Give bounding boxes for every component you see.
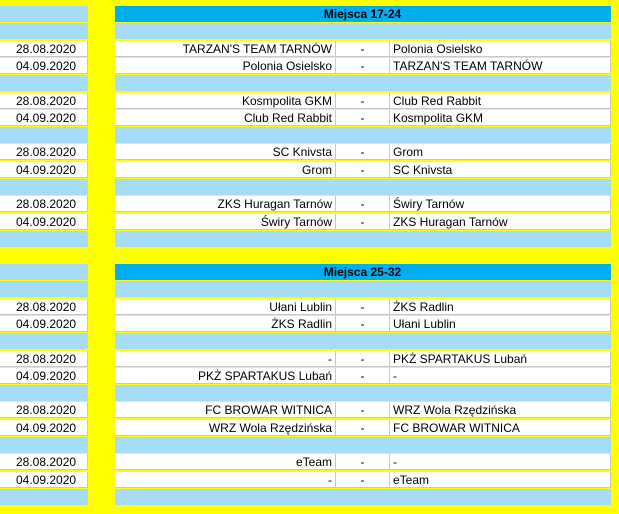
gap-cell [88, 264, 115, 280]
match-date-cell[interactable]: 04.09.2020 [0, 162, 88, 178]
spacer-cell[interactable] [115, 281, 336, 297]
gap-cell [88, 299, 115, 315]
gap-cell [88, 368, 115, 384]
match-date-cell[interactable]: 04.09.2020 [0, 316, 88, 332]
spacer-row [0, 489, 619, 506]
spacer-cell[interactable] [390, 127, 611, 143]
spacer-cell[interactable] [115, 437, 336, 453]
match-row [0, 316, 619, 333]
match-row [0, 214, 619, 231]
match-date-cell[interactable]: 28.08.2020 [0, 351, 88, 367]
match-date-cell[interactable]: 28.08.2020 [0, 196, 88, 212]
separator-cell[interactable]: - [336, 472, 390, 488]
home-team-cell[interactable]: PKŻ SPARTAKUS Lubań [115, 368, 336, 384]
match-date-cell[interactable]: 28.08.2020 [0, 299, 88, 315]
spacer-cell[interactable] [0, 75, 88, 91]
away-team-cell[interactable]: SC Knivsta [390, 162, 611, 178]
spacer-cell[interactable] [390, 231, 611, 247]
home-team-cell[interactable]: Świry Tarnów [115, 214, 336, 230]
separator-cell[interactable]: - [336, 110, 390, 126]
home-team-cell[interactable]: FC BROWAR WITNICA [115, 402, 336, 418]
gap-cell [88, 402, 115, 418]
spacer-row [0, 281, 619, 298]
match-row [0, 351, 619, 368]
home-team-cell[interactable]: ŻKS Radlin [115, 316, 336, 332]
match-date-cell[interactable]: 28.08.2020 [0, 402, 88, 418]
gap-cell [88, 385, 115, 401]
gap-cell [88, 93, 115, 109]
spacer-row [0, 231, 619, 248]
match-row [0, 472, 619, 489]
home-team-cell[interactable]: SC Knivsta [115, 144, 336, 160]
match-date-cell[interactable]: 28.08.2020 [0, 41, 88, 57]
gap-cell [88, 214, 115, 230]
spacer-row [0, 23, 619, 40]
gap-cell [88, 231, 115, 247]
separator-cell[interactable]: - [336, 368, 390, 384]
match-date-cell[interactable]: 04.09.2020 [0, 368, 88, 384]
separator-cell[interactable]: - [336, 144, 390, 160]
gap-cell [88, 281, 115, 297]
match-row [0, 162, 619, 179]
spacer-cell[interactable] [115, 333, 336, 349]
gap-cell [88, 333, 115, 349]
spacer-cell[interactable] [390, 179, 611, 195]
spacer-cell[interactable] [336, 385, 390, 401]
header-date-cell[interactable] [0, 6, 88, 22]
spacer-cell[interactable] [390, 75, 611, 91]
spacer-cell[interactable] [0, 385, 88, 401]
away-team-cell[interactable]: PKŻ SPARTAKUS Lubań [390, 351, 611, 367]
separator-cell[interactable]: - [336, 420, 390, 436]
spacer-cell[interactable] [115, 127, 336, 143]
spacer-cell[interactable] [390, 489, 611, 505]
spacer-cell[interactable] [390, 385, 611, 401]
away-team-cell[interactable]: Club Red Rabbit [390, 93, 611, 109]
spacer-cell[interactable] [336, 231, 390, 247]
away-team-cell[interactable]: eTeam [390, 472, 611, 488]
away-team-cell[interactable]: Kosmpolita GKM [390, 110, 611, 126]
spacer-cell[interactable] [0, 179, 88, 195]
gap-cell [88, 316, 115, 332]
spacer-cell[interactable] [0, 437, 88, 453]
separator-cell[interactable]: - [336, 41, 390, 57]
separator-cell[interactable]: - [336, 351, 390, 367]
gap-cell [88, 127, 115, 143]
separator-cell[interactable]: - [336, 196, 390, 212]
spacer-cell[interactable] [0, 281, 88, 297]
spacer-row [0, 437, 619, 454]
match-row [0, 454, 619, 471]
spacer-cell[interactable] [115, 489, 336, 505]
gap-cell [88, 75, 115, 91]
spacer-row [0, 385, 619, 402]
gap-cell [88, 144, 115, 160]
gap-cell [88, 58, 115, 74]
match-row [0, 368, 619, 385]
gap-cell [88, 6, 115, 22]
spacer-cell[interactable] [390, 23, 611, 39]
spacer-cell[interactable] [336, 333, 390, 349]
spacer-cell[interactable] [390, 281, 611, 297]
spacer-row [0, 75, 619, 92]
gap-cell [88, 437, 115, 453]
home-team-cell[interactable]: Polonia Osielsko [115, 58, 336, 74]
spacer-cell[interactable] [115, 231, 336, 247]
match-row [0, 58, 619, 75]
match-row [0, 196, 619, 213]
section-title[interactable]: Miejsca 17-24 [115, 6, 611, 22]
spacer-cell[interactable] [0, 333, 88, 349]
match-date-cell[interactable]: 04.09.2020 [0, 58, 88, 74]
match-date-cell[interactable]: 28.08.2020 [0, 454, 88, 470]
spacer-cell[interactable] [115, 385, 336, 401]
separator-cell[interactable]: - [336, 162, 390, 178]
match-date-cell[interactable]: 04.09.2020 [0, 472, 88, 488]
spacer-cell[interactable] [390, 437, 611, 453]
match-row [0, 41, 619, 58]
spacer-cell[interactable] [0, 127, 88, 143]
home-team-cell[interactable]: WRZ Wola Rzędzińska [115, 420, 336, 436]
away-team-cell[interactable]: Ułani Lublin [390, 316, 611, 332]
spacer-cell[interactable] [0, 231, 88, 247]
match-date-cell[interactable]: 04.09.2020 [0, 420, 88, 436]
separator-cell[interactable]: - [336, 316, 390, 332]
spacer-cell[interactable] [390, 333, 611, 349]
section-header-row [0, 264, 619, 281]
separator-cell[interactable]: - [336, 402, 390, 418]
home-team-cell[interactable]: Ułani Lublin [115, 299, 336, 315]
away-team-cell[interactable]: - [390, 368, 611, 384]
gap-cell [88, 489, 115, 505]
home-team-cell[interactable]: - [115, 472, 336, 488]
spacer-cell[interactable] [0, 23, 88, 39]
home-team-cell[interactable]: Grom [115, 162, 336, 178]
home-team-cell[interactable]: Club Red Rabbit [115, 110, 336, 126]
gap-cell [88, 110, 115, 126]
gap-cell [88, 454, 115, 470]
match-row [0, 93, 619, 110]
match-row [0, 420, 619, 437]
match-row [0, 110, 619, 127]
separator-cell[interactable]: - [336, 299, 390, 315]
spacer-cell[interactable] [336, 489, 390, 505]
gap-cell [88, 41, 115, 57]
section-header-row [0, 6, 619, 23]
gap-cell [88, 23, 115, 39]
match-date-cell[interactable]: 28.08.2020 [0, 144, 88, 160]
away-team-cell[interactable]: TARZAN'S TEAM TARNÓW [390, 58, 611, 74]
match-date-cell[interactable]: 04.09.2020 [0, 214, 88, 230]
gap-cell [88, 162, 115, 178]
header-date-cell[interactable] [0, 264, 88, 280]
gap-cell [88, 420, 115, 436]
match-row [0, 144, 619, 161]
separator-cell[interactable]: - [336, 454, 390, 470]
away-team-cell[interactable]: - [390, 454, 611, 470]
separator-cell[interactable]: - [336, 58, 390, 74]
spacer-cell[interactable] [336, 281, 390, 297]
away-team-cell[interactable]: ZKS Huragan Tarnów [390, 214, 611, 230]
away-team-cell[interactable]: Polonia Osielsko [390, 41, 611, 57]
match-date-cell[interactable]: 04.09.2020 [0, 110, 88, 126]
spacer-row [0, 179, 619, 196]
away-team-cell[interactable]: Grom [390, 144, 611, 160]
home-team-cell[interactable]: eTeam [115, 454, 336, 470]
home-team-cell[interactable]: - [115, 351, 336, 367]
spacer-cell[interactable] [336, 179, 390, 195]
away-team-cell[interactable]: WRZ Wola Rzędzińska [390, 402, 611, 418]
spacer-cell[interactable] [336, 437, 390, 453]
gap-cell [88, 179, 115, 195]
away-team-cell[interactable]: Świry Tarnów [390, 196, 611, 212]
match-row [0, 299, 619, 316]
spacer-cell[interactable] [336, 127, 390, 143]
spacer-cell[interactable] [0, 489, 88, 505]
spacer-cell[interactable] [336, 75, 390, 91]
gap-cell [88, 196, 115, 212]
spacer-cell[interactable] [336, 23, 390, 39]
away-team-cell[interactable]: FC BROWAR WITNICA [390, 420, 611, 436]
home-team-cell[interactable]: TARZAN'S TEAM TARNÓW [115, 41, 336, 57]
gap-cell [88, 351, 115, 367]
spacer-cell[interactable] [115, 23, 336, 39]
gap-cell [88, 472, 115, 488]
home-team-cell[interactable]: Kosmpolita GKM [115, 93, 336, 109]
spacer-row [0, 127, 619, 144]
match-date-cell[interactable]: 28.08.2020 [0, 93, 88, 109]
away-team-cell[interactable]: ŻKS Radlin [390, 299, 611, 315]
separator-cell[interactable]: - [336, 214, 390, 230]
spacer-row [0, 333, 619, 350]
section-title[interactable]: Miejsca 25-32 [115, 264, 611, 280]
home-team-cell[interactable]: ZKS Huragan Tarnów [115, 196, 336, 212]
spacer-cell[interactable] [115, 75, 336, 91]
separator-cell[interactable]: - [336, 93, 390, 109]
match-row [0, 402, 619, 419]
spacer-cell[interactable] [115, 179, 336, 195]
